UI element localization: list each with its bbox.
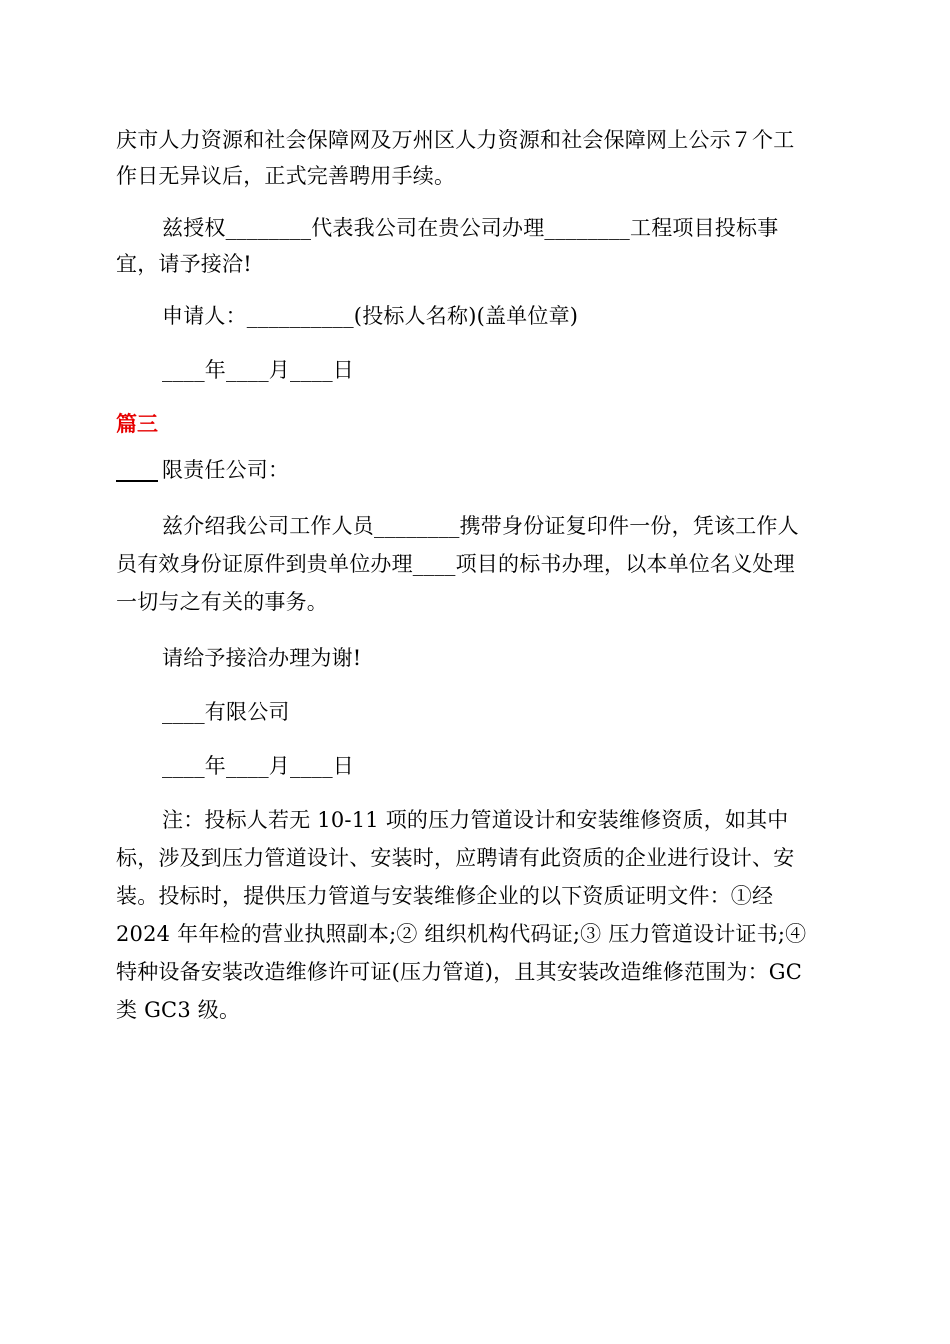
company-line: ____有限公司 <box>162 700 290 724</box>
note-line-5: 特种设备安装改造维修许可证(压力管道)，且其安装改造维修范围为：GC <box>116 960 803 984</box>
intro-line-1: 庆市人力资源和社会保障网及万州区人力资源和社会保障网上公示７个工 <box>116 128 795 152</box>
section-heading: 篇三 <box>116 412 158 436</box>
note-line-4: 2024 年年检的营业执照副本;② 组织机构代码证;③ 压力管道设计证书;④ <box>116 922 807 946</box>
intro-letter-line-3: 一切与之有关的事务。 <box>116 590 328 614</box>
applicant-line: 申请人：__________(投标人名称)(盖单位章) <box>162 304 579 328</box>
addressee-blank-rule <box>116 480 158 482</box>
authorization-line-1: 兹授权________代表我公司在贵公司办理________工程项目投标事 <box>162 216 779 240</box>
thanks-line: 请给予接洽办理为谢! <box>162 646 362 670</box>
note-line-1: 注：投标人若无 10-11 项的压力管道设计和安装维修资质，如其中 <box>162 808 789 832</box>
date-line-1: ____年____月____日 <box>162 358 354 382</box>
addressee-line: 限责任公司： <box>162 458 290 482</box>
intro-line-2: 作日无异议后，正式完善聘用手续。 <box>116 164 456 188</box>
intro-letter-line-1: 兹介绍我公司工作人员________携带身份证复印件一份，凭该工作人 <box>162 514 799 538</box>
date-line-2: ____年____月____日 <box>162 754 354 778</box>
authorization-line-2: 宜，请予接洽! <box>116 252 252 276</box>
note-line-2: 标，涉及到压力管道设计、安装时，应聘请有此资质的企业进行设计、安 <box>116 846 795 870</box>
note-line-6: 类 GC3 级。 <box>116 998 241 1022</box>
note-line-3: 装。投标时，提供压力管道与安装维修企业的以下资质证明文件：①经 <box>116 884 774 908</box>
intro-letter-line-2: 员有效身份证原件到贵单位办理____项目的标书办理，以本单位名义处理 <box>116 552 795 576</box>
